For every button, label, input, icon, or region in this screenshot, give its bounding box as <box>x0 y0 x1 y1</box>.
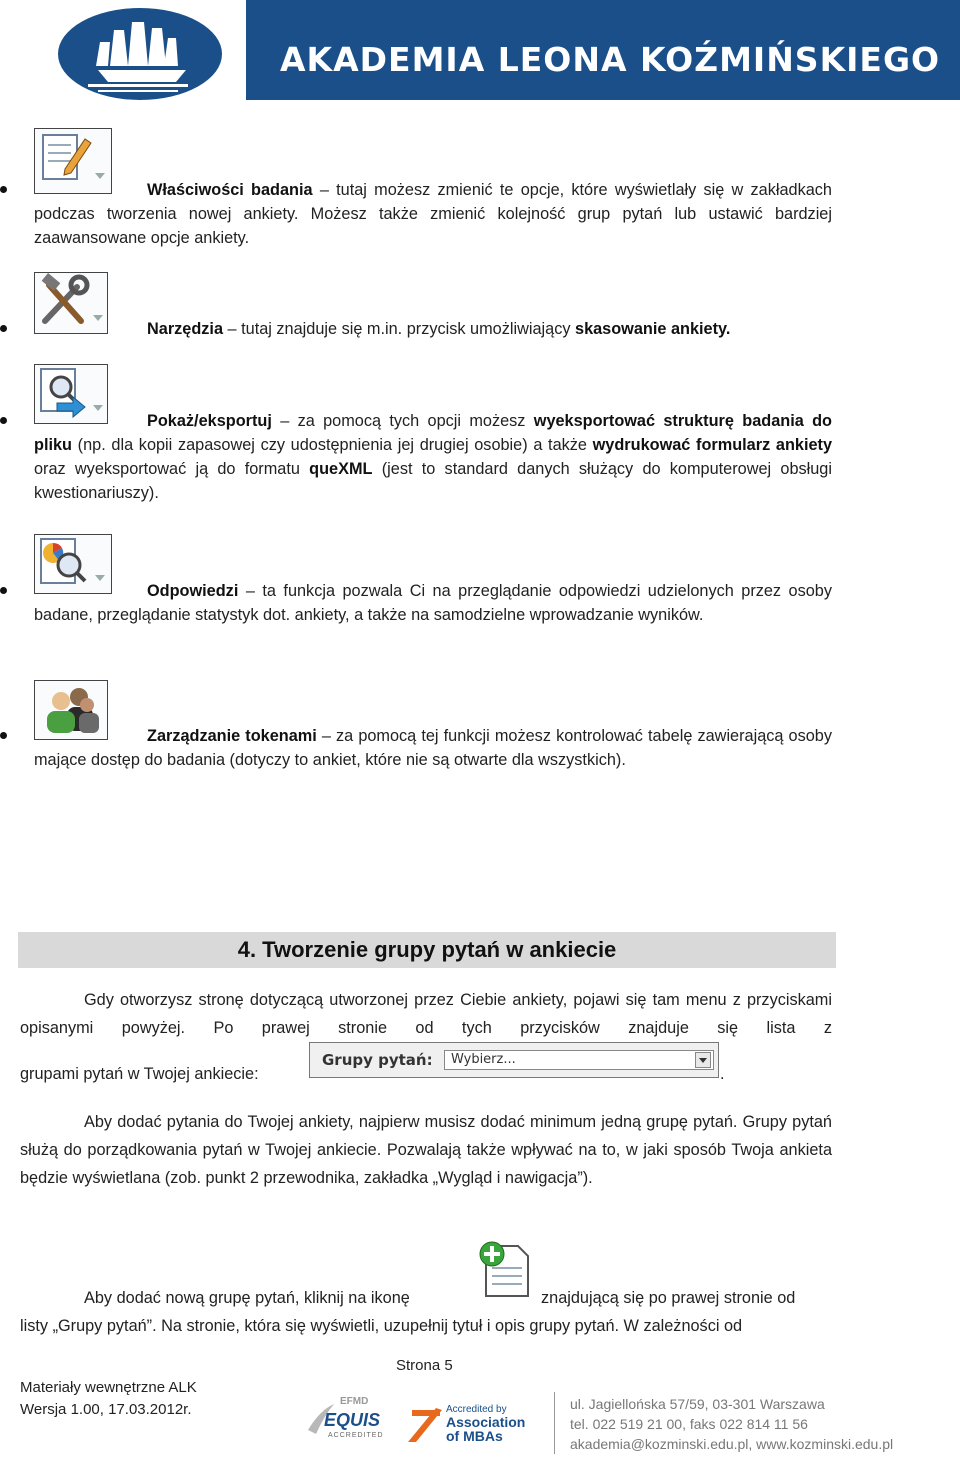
email-web-line: akademia@kozminski.edu.pl, www.kozminski.edu.pl <box>570 1436 894 1452</box>
bullet <box>0 186 7 193</box>
amba-line-2: Association <box>446 1414 526 1430</box>
question-groups-label: Grupy pytań: <box>322 1051 433 1069</box>
section-paragraph-3-end: znajdującą się po prawej stronie od <box>541 1289 796 1307</box>
tool-description-responses <box>34 579 832 627</box>
tool-title: Narzędzia <box>147 320 224 338</box>
tool-text: – ta funkcja pozwala Ci na przeglądanie odpowiedzi udzielonych przez osoby badane, przeglądanie statystyk dot. ankiety, a także na samodzielne wprowadzanie wyników. <box>34 582 832 624</box>
tool-text-bold: wydrukować formularz ankiety <box>592 436 832 454</box>
page-number: Strona 5 <box>396 1357 453 1374</box>
question-groups-select-value: Wybierz... <box>451 1052 516 1067</box>
tool-title: Właściwości badania <box>147 181 313 199</box>
efmd-label: EFMD <box>340 1396 369 1407</box>
tool-text-bold: wyeksportować strukturę badania do pliku <box>34 412 832 454</box>
section-heading: 4. Tworzenie grupy pytań w ankiecie <box>237 937 617 962</box>
footer-divider <box>554 1392 555 1454</box>
tool-description-properties <box>34 178 832 250</box>
tool-title: Zarządzanie tokenami <box>147 727 317 745</box>
tool-text: – tutaj znajduje się m.in. przycisk umożliwiający <box>223 320 576 338</box>
amba-line-3: of MBAs <box>446 1428 503 1444</box>
institution-name: AKADEMIA LEONA KOŹMIŃSKIEGO <box>280 40 941 79</box>
tool-text: – za pomocą tej funkcji możesz kontrolować tabelę zawierającą osoby mające dostęp do badania (dotyczy to ankiet, które nie są otwarte dla wszystkich). <box>34 727 833 769</box>
address-line: ul. Jagiellońska 57/59, 03-301 Warszawa <box>570 1396 825 1412</box>
ship-logo <box>58 8 222 100</box>
bullet <box>0 587 7 594</box>
tool-description-tokens <box>34 724 832 772</box>
section-paragraph-2 <box>20 1108 832 1192</box>
accredited-label: ACCREDITED <box>328 1432 384 1439</box>
bullet <box>0 325 7 332</box>
question-groups-widget <box>309 1042 719 1078</box>
tool-text-bold: skasowanie ankiety. <box>575 320 731 338</box>
bullet <box>0 732 7 739</box>
tools-icon <box>35 273 107 333</box>
section-paragraph-4: listy „Grupy pytań”. Na stronie, która się wyświetli, uzupełnij tytuł i opis grupy pytań. W zależności od <box>20 1317 743 1335</box>
tool-title: Odpowiedzi <box>147 582 239 600</box>
paragraph-text: Aby dodać pytania do Twojej ankiety, najpierw musisz dodać minimum jedną grupę pytań. Grupy pytań służą do porządkowania pytań w Twojej ankiecie. Pozwalają także wpływać na to, w jaki sposób Twoja ankieta będzie wyświetlana (zob. punkt 2 przewodnika, zakładka „Wygląd i nawigacja”). <box>20 1113 832 1187</box>
section-paragraph-3-start: Aby dodać nową grupę pytań, kliknij na ikonę <box>84 1289 410 1307</box>
tools-button[interactable] <box>34 272 108 334</box>
tool-text: – za pomocą tych opcji możesz <box>271 412 534 430</box>
question-groups-select[interactable] <box>444 1050 714 1070</box>
footer-internal-label: Materiały wewnętrzne ALK <box>20 1379 197 1396</box>
phone-line: tel. 022 519 21 00, faks 022 814 11 56 <box>570 1416 808 1432</box>
efmd-equis-logo <box>306 1394 384 1446</box>
amba-line-1: Accredited by <box>446 1404 507 1415</box>
add-group-icon <box>472 1238 534 1300</box>
tool-text: (jest to standard danych służący do komputerowej obsługi kwestionariuszy). <box>34 460 832 502</box>
tool-text-bold: queXML <box>309 460 373 478</box>
section-paragraph-1-end: grupami pytań w Twojej ankiecie: <box>20 1065 259 1083</box>
tool-text: (np. dla kopii zapasowej czy udostępnienia jej drugiej osobie) a także <box>72 436 593 454</box>
tool-title: Pokaż/eksportuj <box>147 412 272 430</box>
tool-description-tools <box>147 317 847 341</box>
sentence-period: . <box>720 1065 725 1083</box>
ship-icon <box>58 8 222 100</box>
amba-arrow-icon <box>406 1404 446 1444</box>
bullet <box>0 417 7 424</box>
tool-text: oraz wyeksportować ją do formatu <box>34 460 310 478</box>
footer-version: Wersja 1.00, 17.03.2012r. <box>20 1401 192 1418</box>
amba-logo <box>406 1402 526 1446</box>
chevron-down-icon[interactable] <box>695 1052 711 1068</box>
add-question-group-button[interactable] <box>472 1238 534 1300</box>
tool-text: – tutaj możesz zmienić te opcje, które wyświetlały się w zakładkach podczas tworzenia nowej ankiety. Możesz także zmienić kolejność grup pytań lub ustawić bardziej zaawansowane opcje ankiety. <box>34 181 832 247</box>
tool-description-export <box>34 409 832 505</box>
equis-label: EQUIS <box>324 1410 381 1430</box>
paragraph-text: Gdy otworzysz stronę dotyczącą utworzonej przez Ciebie ankiety, pojawi się tam menu z przyciskami opisanymi powyżej. Po prawej stronie od tych przycisków znajduje się lista z <box>20 991 832 1037</box>
footer-address <box>570 1394 893 1454</box>
